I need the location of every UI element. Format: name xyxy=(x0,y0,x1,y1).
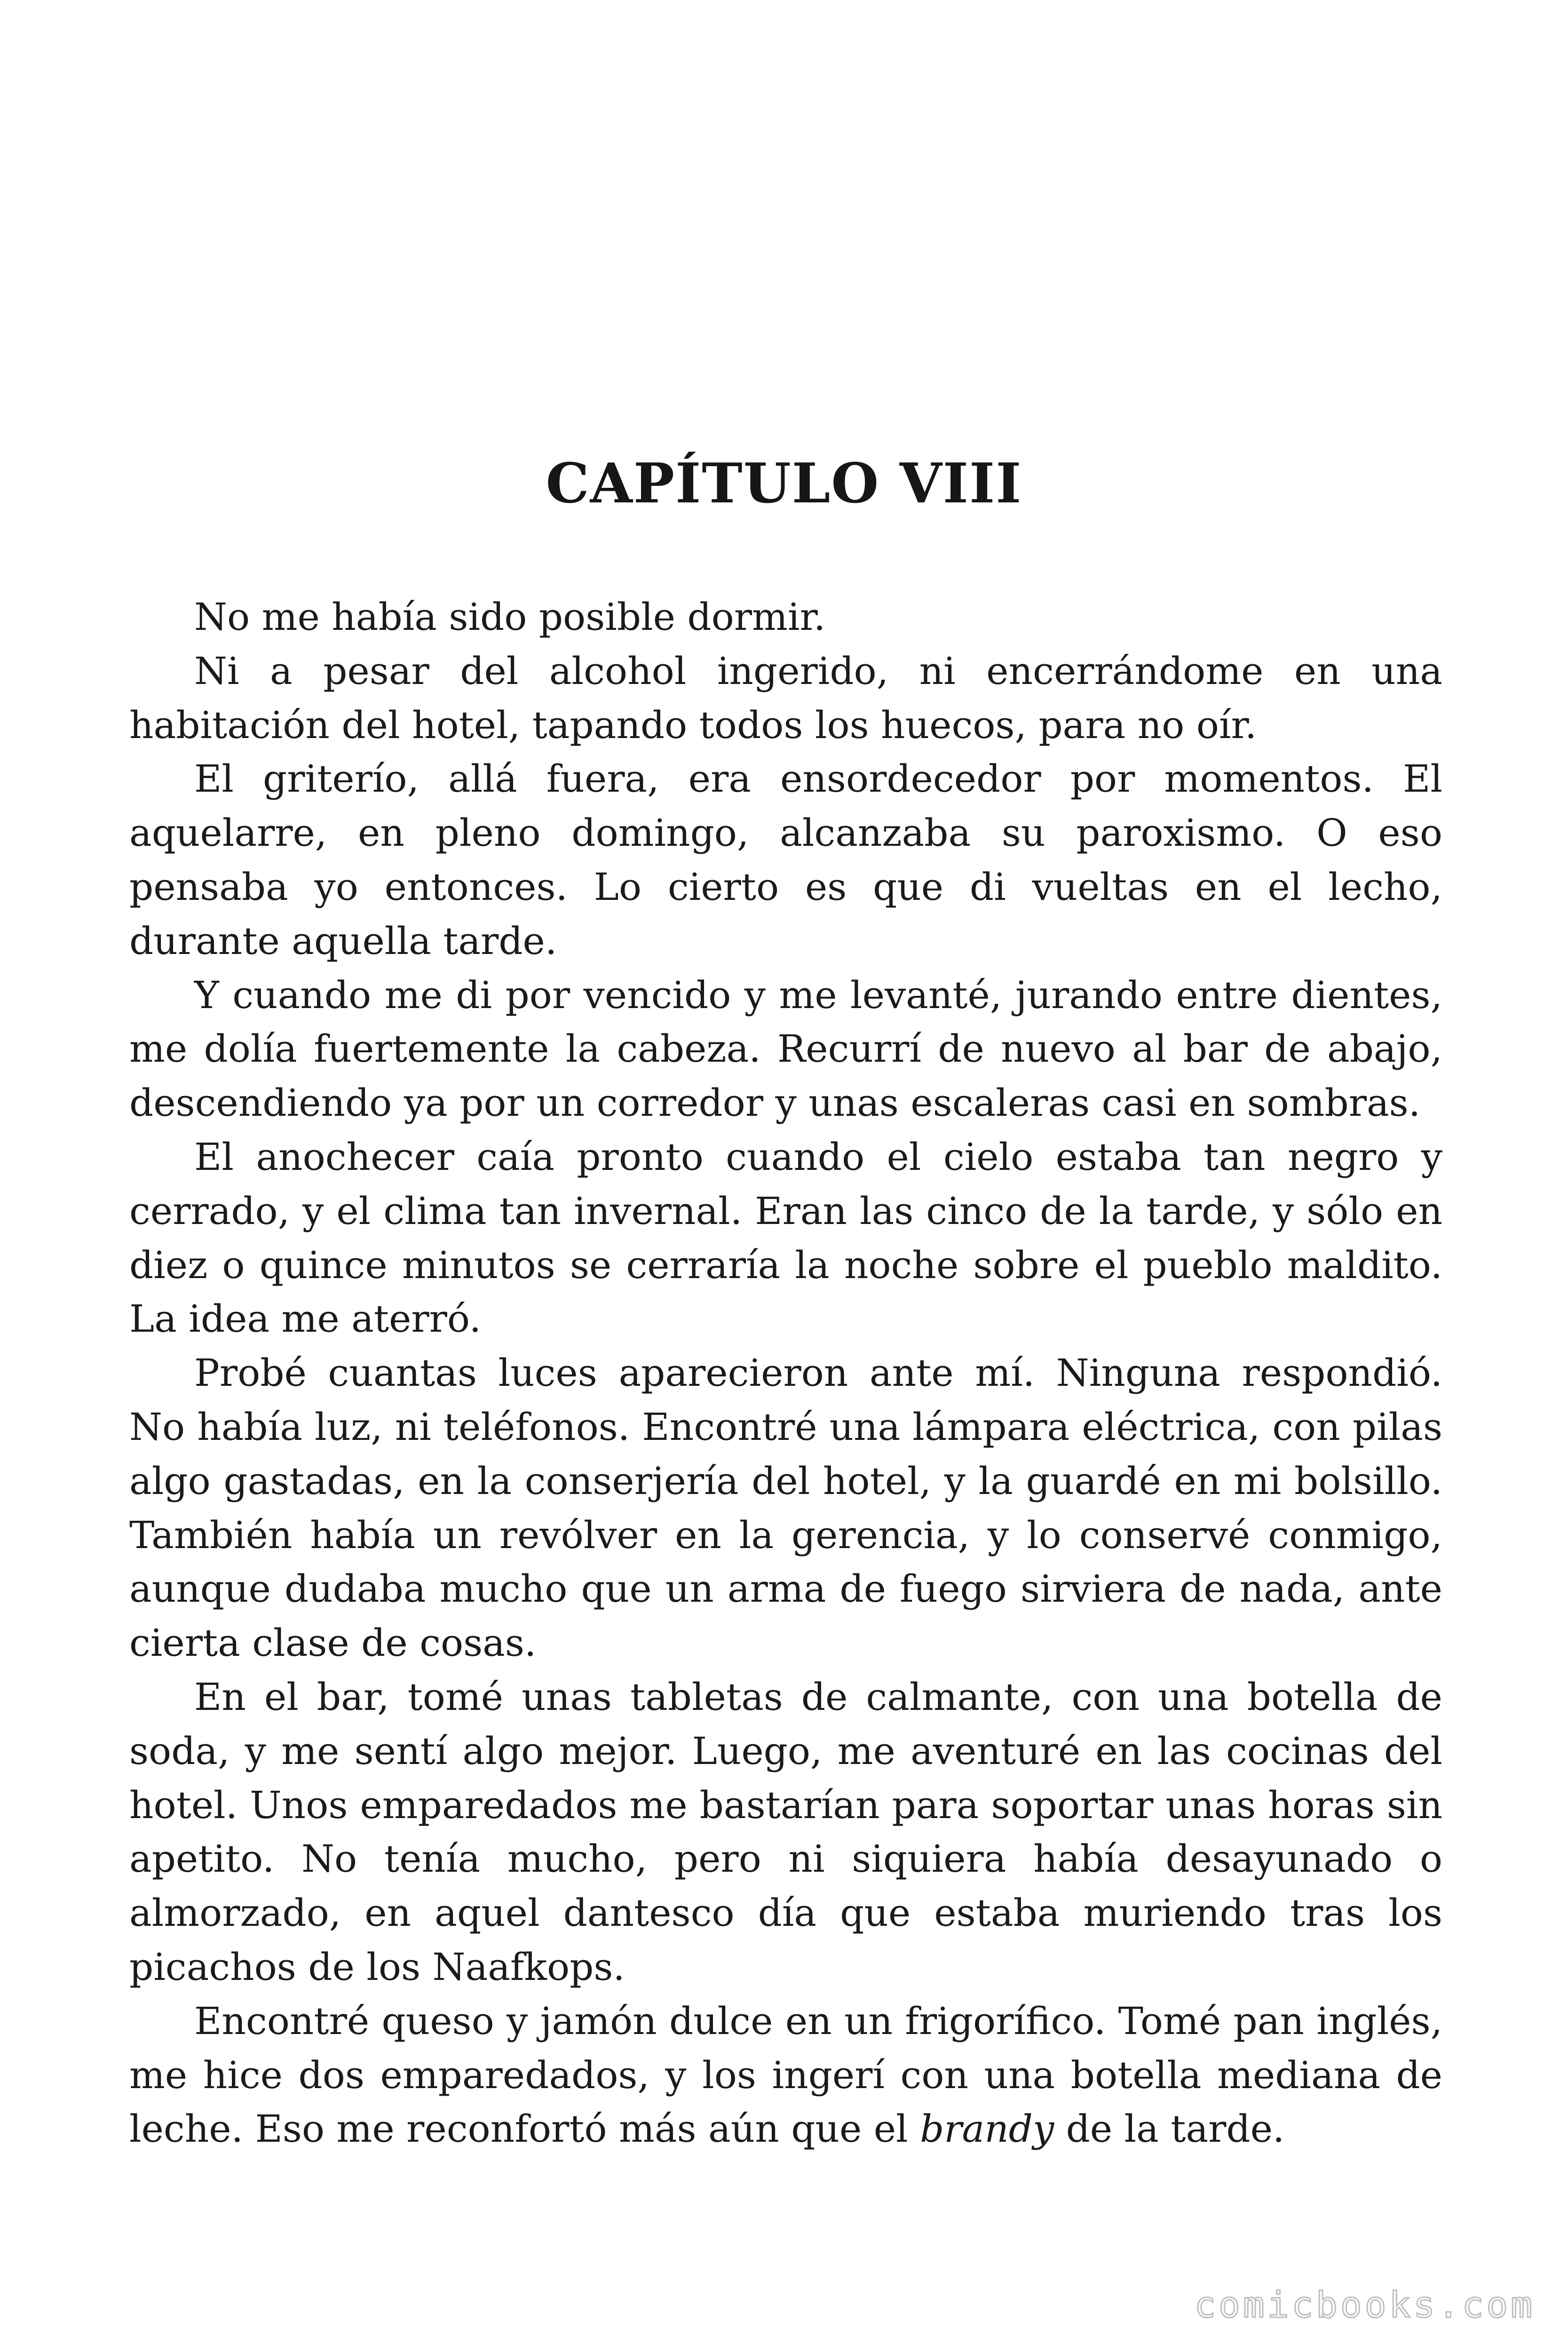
paragraph: El griterío, allá fuera, era ensordecedor por momentos. El aquelarre, en pleno domingo, alcanzaba su paroxismo. O eso pensaba yo entonces. Lo cierto es que di vueltas en el lecho, durante aquella tarde. xyxy=(129,757,1442,963)
chapter-title: CAPÍTULO VIII xyxy=(546,452,1022,516)
paragraph: Y cuando me di por vencido y me levanté, jurando entre dientes, me dolía fuertemente la cabeza. Recurrí de nuevo al bar de abajo, descendiendo ya por un corredor y unas escaleras casi en sombras. xyxy=(129,973,1442,1125)
emphasized-word: brandy xyxy=(920,2107,1054,2151)
paragraph: En el bar, tomé unas tabletas de calmante, con una botella de soda, y me sentí algo mejor. Luego, me aventuré en las cocinas del hotel. Unos emparedados me bastarían para soportar unas horas sin apetito. No tenía mucho, pero ni siquiera había desayunado o almorzado, en aquel dantesco día que estaba muriendo tras los picachos de los Naafkops. xyxy=(129,1675,1442,1989)
paragraph: El anochecer caía pronto cuando el cielo estaba tan negro y cerrado, y el clima tan invernal. Eran las cinco de la tarde, y sólo en diez o quince minutos se cerraría la noche sobre el pueblo maldito. La idea me aterró. xyxy=(129,1135,1442,1341)
paragraph: Ni a pesar del alcohol ingerido, ni encerrándome en una habitación del hotel, tapando todos los huecos, para no oír. xyxy=(129,649,1442,747)
chapter-body xyxy=(129,590,1442,2156)
paragraph-text: Encontré queso y jamón dulce en un frigorífico. Tomé pan inglés, me hice dos emparedados, y los ingerí con una botella mediana de leche. Eso me reconfortó más aún que el xyxy=(129,1999,1442,2151)
paragraph-text: de la tarde. xyxy=(1054,2107,1285,2151)
paragraph xyxy=(129,1994,1442,2156)
paragraph: Probé cuantas luces aparecieron ante mí. Ninguna respondió. No había luz, ni teléfonos. Encontré una lámpara eléctrica, con pilas algo gastadas, en la conserjería del hotel, y la guardé en mi bolsillo. También había un revólver en la gerencia, y lo conservé conmigo, aunque dudaba mucho que un arma de fuego sirviera de nada, ante cierta clase de cosas. xyxy=(129,1351,1442,1665)
paragraph: No me había sido posible dormir. xyxy=(194,595,826,639)
watermark: comicbooks.com xyxy=(1194,2284,1535,2326)
